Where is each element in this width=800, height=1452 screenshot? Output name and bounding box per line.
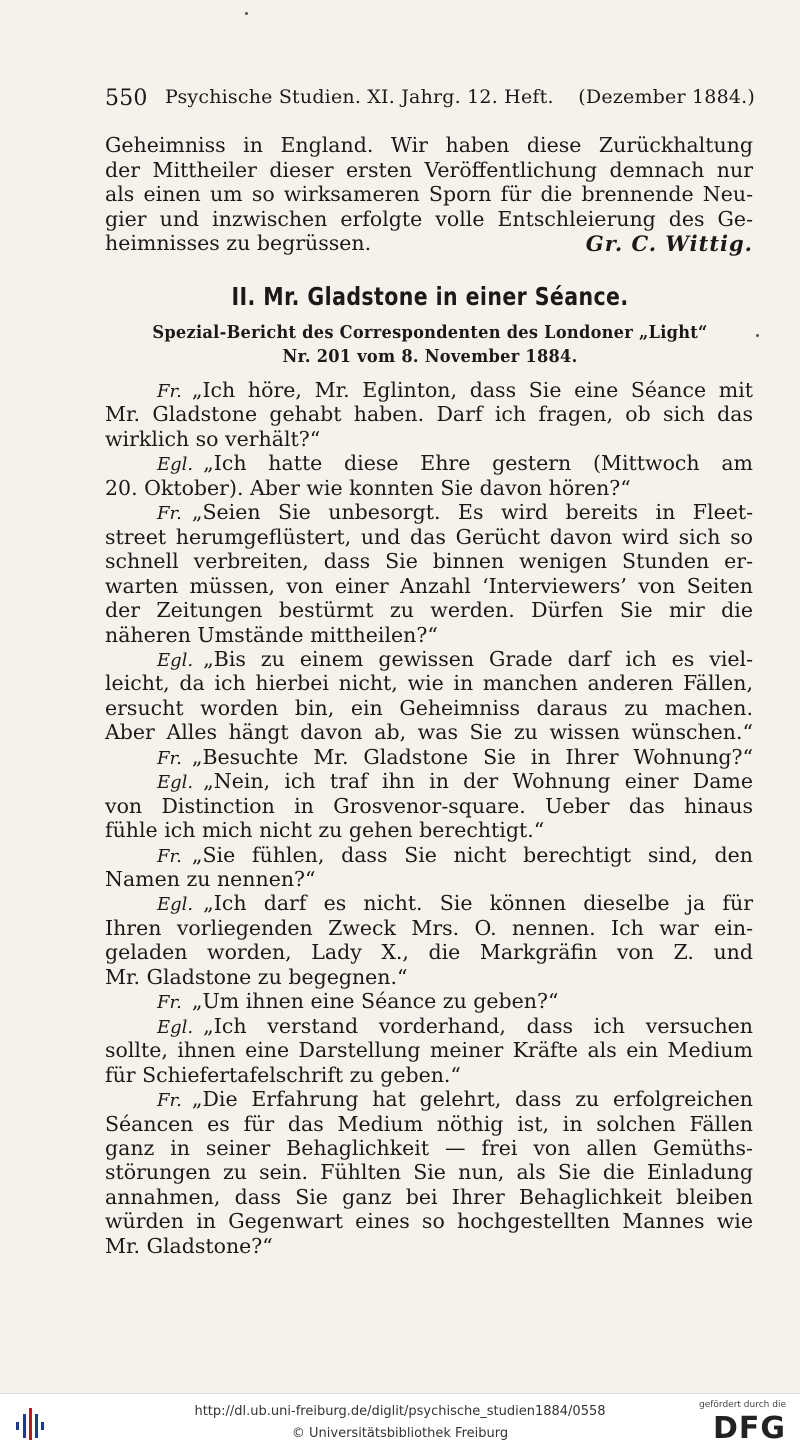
line-text: ersucht worden bin, ein Geheimniss daraus zu machen.: [105, 695, 753, 720]
page-number: 550: [105, 86, 148, 111]
text-line: [105, 1112, 753, 1136]
line-text: sollte, ihnen eine Darstellung meiner Kräfte als ein Medium: [105, 1038, 753, 1063]
speaker-label: Fr.: [157, 845, 182, 867]
dfg-tagline: gefördert durch die: [699, 1400, 786, 1410]
line-text: „Ich hatte diese Ehre gestern (Mittwoch am: [203, 451, 753, 476]
line-text: „Seien Sie unbesorgt. Es wird bereits in Fleet-: [191, 500, 753, 525]
line-text: fühle ich mich nicht zu gehen berechtigt.“: [105, 818, 545, 843]
speaker-indent: [105, 1014, 203, 1038]
line-text: geladen worden, Lady X., die Markgräfin von Z. und: [105, 940, 753, 965]
speaker-label: Egl.: [157, 772, 194, 794]
speaker-indent: [105, 1087, 192, 1111]
line-text: „Besuchte Mr. Gladstone Sie in Ihrer Wohnung?“: [191, 744, 753, 769]
text-line: Geheimniss in England. Wir haben diese Zurückhaltung: [105, 133, 753, 157]
line-text: warten müssen, von einer Anzahl ‘Interviewers’ von Seiten: [105, 573, 753, 598]
line-text: „Bis zu einem gewissen Grade darf ich es viel-: [203, 646, 753, 671]
text-line: [105, 769, 753, 793]
text-line: [105, 1185, 753, 1209]
speaker-label: Fr.: [157, 992, 182, 1014]
speaker-label: Egl.: [157, 1016, 194, 1038]
text-line: [105, 1136, 753, 1160]
speaker-label: Egl.: [157, 454, 194, 476]
text-line: [105, 720, 753, 744]
line-text: Mr. Gladstone gehabt haben. Darf ich fragen, ob sich das: [105, 402, 753, 427]
text-line: [105, 965, 753, 989]
speaker-indent: [105, 451, 203, 475]
line-text: „Nein, ich traf ihn in der Wohnung einer Dame: [203, 769, 753, 794]
line-text: „Ich verstand vorderhand, dass ich versuchen: [203, 1013, 753, 1038]
text-line: [105, 427, 753, 451]
speaker-label: Fr.: [157, 381, 182, 402]
speaker-indent: [105, 500, 192, 524]
text-line: [105, 1038, 753, 1062]
speaker-indent: [105, 378, 192, 402]
line-text: „Die Erfahrung hat gelehrt, dass zu erfolgreichen: [191, 1087, 753, 1112]
dfg-logo: DFG: [712, 1411, 786, 1446]
text-line: [105, 574, 753, 598]
line-text: „Ich darf es nicht. Sie können dieselbe ja für: [203, 891, 753, 916]
line-text: der Zeitungen bestürmt zu werden. Dürfen Sie mir die: [105, 598, 753, 623]
text-line: [105, 867, 753, 891]
text-line: [105, 696, 753, 720]
text-line: heimnisses zu begrüssen.: [105, 231, 372, 255]
speaker-indent: [105, 769, 203, 793]
line-text: „Ich höre, Mr. Eglinton, dass Sie eine Séance mit: [191, 378, 753, 402]
text-line: [105, 476, 753, 500]
text-line: [105, 891, 753, 915]
text-line: als einen um so wirksameren Sporn für die brennende Neu-: [105, 182, 753, 206]
speaker-label: Egl.: [157, 894, 194, 916]
scan-speck: [756, 334, 759, 337]
line-text: Séancen es für das Medium nöthig ist, in solchen Fällen: [105, 1111, 753, 1136]
scan-speck: [245, 12, 248, 15]
line-text: ganz in seiner Behaglichkeit — frei von allen Gemüths-: [105, 1135, 753, 1160]
line-text: „Sie fühlen, dass Sie nicht berechtigt sind, den: [191, 842, 753, 867]
text-line: [105, 794, 753, 818]
text-line: der Mittheiler dieser ersten Veröffentlichung demnach nur: [105, 157, 753, 182]
text-line: [105, 549, 753, 573]
speaker-indent: [105, 891, 203, 915]
speaker-indent: [105, 745, 192, 769]
journal-title: Psychische Studien. XI. Jahrg. 12. Heft.: [165, 86, 554, 108]
line-text: für Schiefertafelschrift zu geben.“: [105, 1062, 461, 1087]
text-line: [105, 378, 753, 402]
article-heading: II. Mr. Gladstone in einer Séance.: [231, 282, 629, 311]
line-text: leicht, da ich hierbei nicht, wie in manchen anderen Fällen,: [105, 671, 753, 696]
speaker-label: Egl.: [157, 649, 194, 671]
text-line: [105, 1209, 753, 1233]
text-line: [105, 647, 753, 671]
text-line: [105, 1234, 753, 1258]
text-line: [105, 623, 753, 647]
text-line: [105, 1087, 753, 1111]
line-text: wirklich so verhält?“: [105, 426, 321, 451]
line-text: Mr. Gladstone zu begegnen.“: [105, 964, 408, 989]
text-line: [105, 1014, 753, 1038]
text-line: [105, 500, 753, 524]
text-line: [105, 916, 753, 940]
subheading-line-1: Spezial-Bericht des Correspondenten des Londoner „Light“: [152, 322, 708, 343]
line-text: von Distinction in Grosvenor-square. Ueber das hinaus: [105, 793, 753, 818]
speaker-label: Fr.: [157, 503, 182, 525]
text-line: [105, 402, 753, 426]
line-text: Ihren vorliegenden Zweck Mrs. O. nennen. Ich war ein-: [105, 915, 753, 940]
line-text: annahmen, dass Sie ganz bei Ihrer Behaglichkeit bleiben: [105, 1184, 753, 1209]
text-line: [105, 671, 753, 695]
text-line: [105, 598, 753, 622]
line-text: street herumgeflüstert, und das Gerücht davon wird sich so: [105, 524, 753, 549]
text-line: [105, 989, 753, 1013]
issue-date: (Dezember 1884.): [578, 86, 755, 108]
text-line: [105, 1160, 753, 1184]
signature: Gr. C. Wittig.: [585, 231, 753, 256]
line-text: würden in Gegenwart eines so hochgestellten Mannes wie: [105, 1209, 753, 1234]
speaker-label: Fr.: [157, 1090, 182, 1112]
subheading-line-2: Nr. 201 vom 8. November 1884.: [282, 346, 578, 367]
footer-copyright: © Universitätsbibliothek Freiburg: [291, 1426, 509, 1441]
footer-bar: [0, 1393, 800, 1452]
line-text: Aber Alles hängt davon ab, was Sie zu wissen wünschen.“: [105, 720, 753, 745]
speaker-indent: [105, 843, 192, 867]
line-text: schnell verbreiten, dass Sie binnen wenigen Stunden er-: [105, 549, 753, 574]
text-line: [105, 1063, 753, 1087]
line-text: 20. Oktober). Aber wie konnten Sie davon hören?“: [105, 475, 631, 500]
text-line: [105, 745, 753, 769]
text-line: [105, 818, 753, 842]
text-line: [105, 525, 753, 549]
text-line: [105, 940, 753, 964]
line-text: näheren Umstände mittheilen?“: [105, 622, 438, 647]
running-head: [105, 86, 755, 112]
footer-url[interactable]: http://dl.ub.uni-freiburg.de/diglit/psychische_studien1884/0558: [194, 1404, 606, 1419]
text-line: [105, 843, 753, 867]
speaker-indent: [105, 989, 192, 1013]
line-text: Mr. Gladstone?“: [105, 1233, 273, 1258]
line-text: „Um ihnen eine Séance zu geben?“: [191, 989, 559, 1014]
speaker-indent: [105, 647, 203, 671]
text-line: [105, 451, 753, 475]
speaker-label: Fr.: [157, 747, 182, 769]
line-text: Namen zu nennen?“: [105, 867, 316, 891]
text-line: gier und inzwischen erfolgte volle Entschleierung des Ge-: [105, 206, 753, 231]
line-text: störungen zu sein. Fühlten Sie nun, als Sie die Einladung: [105, 1160, 753, 1185]
